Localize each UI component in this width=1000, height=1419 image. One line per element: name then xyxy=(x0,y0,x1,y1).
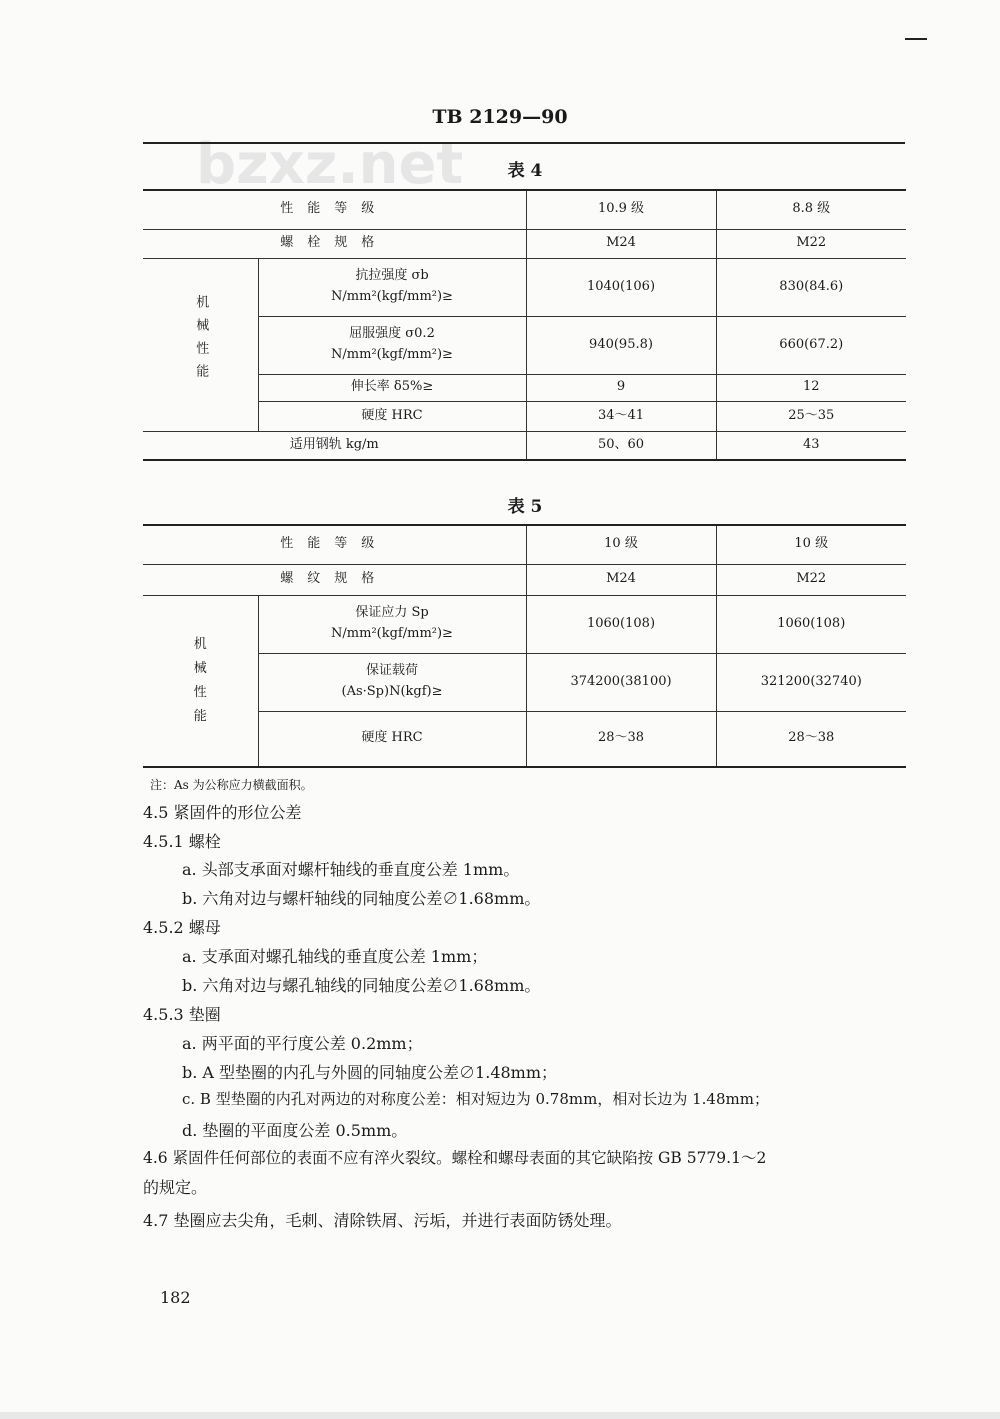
cell: 1060(108) xyxy=(526,595,716,653)
section-heading: 4.5.3 垫圈 xyxy=(143,1005,221,1024)
table-row xyxy=(143,258,906,316)
paragraph: 4.7 垫圈应去尖角，毛刺、清除铁屑、污垢，并进行表面防锈处理。 xyxy=(143,1211,622,1230)
list-item: a. 两平面的平行度公差 0.2mm； xyxy=(182,1034,423,1053)
cell: 性能等级 xyxy=(143,525,526,564)
paragraph: 4.6 紧固件任何部位的表面不应有淬火裂纹。螺栓和螺母表面的其它缺陷按 GB 5779.1～2 xyxy=(143,1149,767,1167)
cell: 硬度 HRC xyxy=(258,711,526,767)
cell: 25～35 xyxy=(716,401,906,431)
cell-text: N/mm²(kgf/mm²)≥ xyxy=(331,347,453,362)
list-item: c. B 型垫圈的内孔对两边的对称度公差：相对短边为 0.78mm，相对长边为 1.48mm； xyxy=(182,1090,769,1108)
cell xyxy=(258,595,526,653)
cell-text: 保证载荷 xyxy=(365,663,418,679)
cell-text: 屈服强度 σ0.2 xyxy=(349,326,435,342)
cell: 34～41 xyxy=(526,401,716,431)
cell xyxy=(258,653,526,711)
cell: 43 xyxy=(716,431,906,460)
section-heading: 4.5.2 螺母 xyxy=(143,918,221,937)
cell: 660(67.2) xyxy=(716,316,906,374)
cell: M24 xyxy=(526,564,716,595)
list-item: b. 六角对边与螺杆轴线的同轴度公差∅1.68mm。 xyxy=(182,889,541,908)
table-row xyxy=(143,431,906,460)
table-row xyxy=(143,711,906,767)
cell-text: 机 xyxy=(193,636,207,652)
table5-title: 表 5 xyxy=(507,497,543,517)
group-label: 机械性能 xyxy=(193,294,209,387)
section-heading: 4.5.1 螺栓 xyxy=(143,832,221,851)
table-row xyxy=(143,653,906,711)
group-cell xyxy=(143,595,258,767)
cell-text: (As·Sp)N(kgf)≥ xyxy=(341,684,443,699)
cell: 适用钢轨 kg/m xyxy=(143,431,526,460)
list-item: d. 垫圈的平面度公差 0.5mm。 xyxy=(182,1121,408,1140)
corner-mark xyxy=(905,38,927,40)
cell-text: 抗拉强度 σb xyxy=(355,268,429,284)
cell: 10.9 级 xyxy=(526,190,716,229)
cell xyxy=(258,258,526,316)
cell: 伸长率 δ5%≥ xyxy=(258,374,526,401)
cell: 1060(108) xyxy=(716,595,906,653)
list-item: b. 六角对边与螺孔轴线的同轴度公差∅1.68mm。 xyxy=(182,976,541,995)
watermark-logo: bzxz.net xyxy=(196,132,464,197)
cell: 374200(38100) xyxy=(526,653,716,711)
list-item: a. 支承面对螺孔轴线的垂直度公差 1mm； xyxy=(182,947,488,966)
cell-text: 能 xyxy=(193,708,207,724)
list-item: a. 头部支承面对螺杆轴线的垂直度公差 1mm。 xyxy=(182,860,520,879)
cell: 1040(106) xyxy=(526,258,716,316)
cell: M22 xyxy=(716,564,906,595)
cell-text: N/mm²(kgf/mm²)≥ xyxy=(331,289,453,304)
list-item: b. A 型垫圈的内孔与外圆的同轴度公差∅1.48mm； xyxy=(182,1063,558,1082)
table-row xyxy=(143,564,906,595)
page-number: 182 xyxy=(160,1288,191,1307)
cell-text: 械 xyxy=(193,660,207,676)
paragraph: 的规定。 xyxy=(143,1178,208,1197)
table4-title: 表 4 xyxy=(507,161,543,181)
cell: 10 级 xyxy=(716,525,906,564)
table-row xyxy=(143,401,906,431)
table-row xyxy=(143,595,906,653)
cell: 830(84.6) xyxy=(716,258,906,316)
cell: 50、60 xyxy=(526,431,716,460)
cell: 9 xyxy=(526,374,716,401)
cell: M24 xyxy=(526,229,716,258)
table-row xyxy=(143,525,906,564)
cell: 10 级 xyxy=(526,525,716,564)
cell: 321200(32740) xyxy=(716,653,906,711)
table5 xyxy=(143,524,906,768)
cell: 940(95.8) xyxy=(526,316,716,374)
cell-text: N/mm²(kgf/mm²)≥ xyxy=(331,626,453,641)
table-note: 注：As 为公称应力横截面积。 xyxy=(150,778,313,792)
cell: 28～38 xyxy=(716,711,906,767)
cell: 8.8 级 xyxy=(716,190,906,229)
table-row xyxy=(143,316,906,374)
group-cell xyxy=(143,258,258,431)
table4 xyxy=(143,189,906,461)
table-row xyxy=(143,190,906,229)
table-row xyxy=(143,229,906,258)
cell: 性能等级 xyxy=(143,190,526,229)
header-rule xyxy=(143,142,905,144)
cell: 螺栓规格 xyxy=(143,229,526,258)
table-row xyxy=(143,374,906,401)
cell xyxy=(258,316,526,374)
cell: 螺纹规格 xyxy=(143,564,526,595)
cell: M22 xyxy=(716,229,906,258)
cell: 硬度 HRC xyxy=(258,401,526,431)
cell: 28～38 xyxy=(526,711,716,767)
cell-text: 性 xyxy=(193,684,207,700)
cell-text: 保证应力 Sp xyxy=(355,605,429,621)
cell: 12 xyxy=(716,374,906,401)
standard-header: TB 2129—90 xyxy=(432,106,568,128)
section-heading: 4.5 紧固件的形位公差 xyxy=(143,803,302,822)
scan-edge xyxy=(0,1412,1000,1419)
